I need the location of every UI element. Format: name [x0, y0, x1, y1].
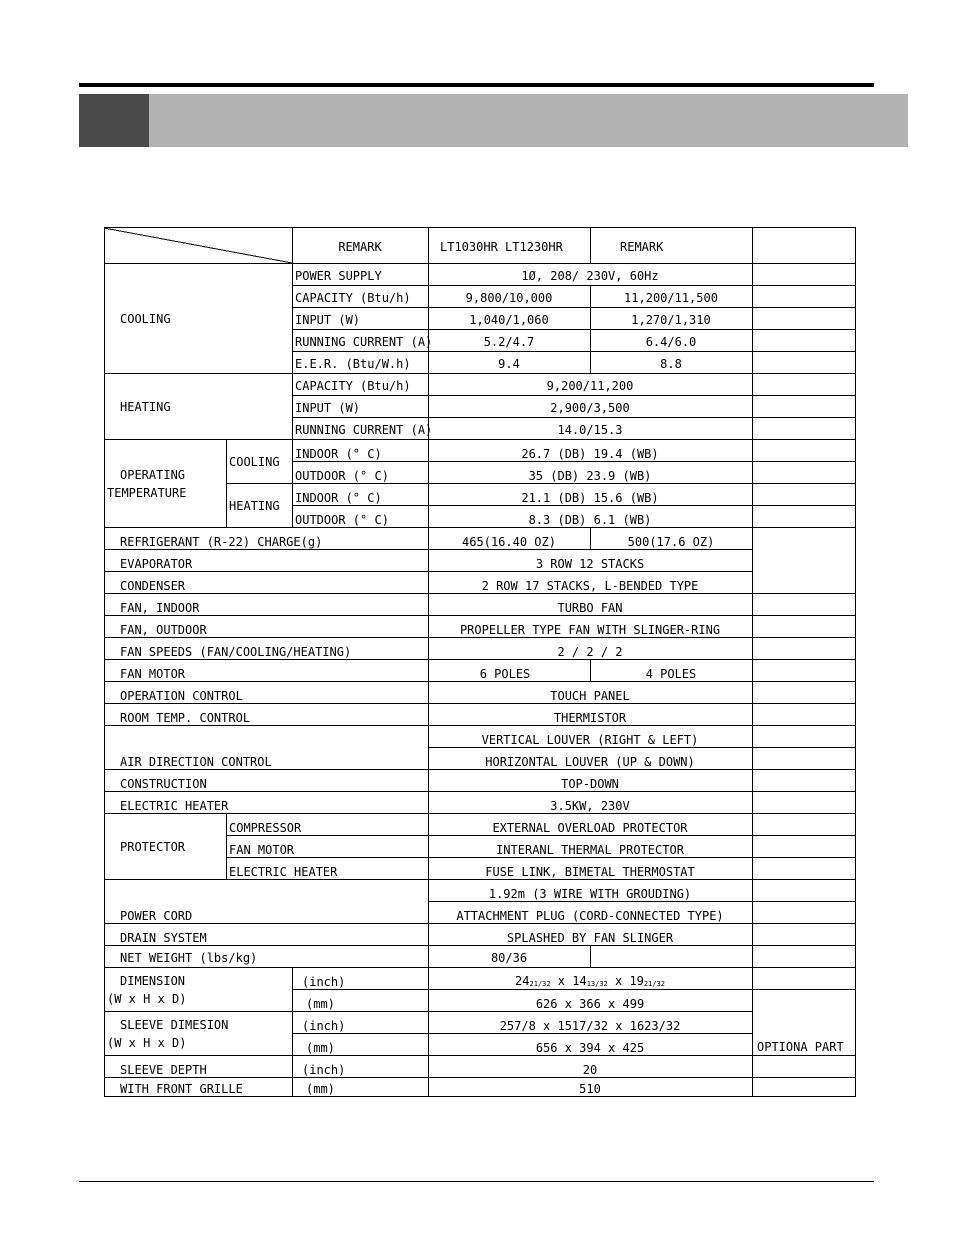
protector-fan-motor-value: INTERANL THERMAL PROTECTOR	[496, 843, 684, 857]
room-temp-value: THERMISTOR	[553, 711, 627, 725]
electric-heater-value: 3.5KW, 230V	[550, 799, 630, 813]
drain-system-value: SPLASHED BY FAN SLINGER	[506, 931, 674, 945]
power-supply-value: 1Ø, 208/ 230V, 60Hz	[521, 269, 659, 283]
condenser-label: CONDENSER	[120, 579, 186, 593]
sleeve-dimension-label-1: SLEEVE DIMESION	[120, 1018, 229, 1032]
refrigerant-lt1230: 500(17.6 OZ)	[627, 535, 715, 549]
dimension-mm-unit: (mm)	[306, 997, 335, 1011]
drain-system-label: DRAIN SYSTEM	[120, 931, 207, 945]
sleeve-depth-inch-unit: (inch)	[302, 1063, 346, 1077]
dimension-label-1: DIMENSION	[120, 974, 186, 988]
protector-heater-label: ELECTRIC HEATER	[229, 865, 338, 879]
heating-capacity-value: 9,200/11,200	[546, 379, 634, 393]
cooling-capacity-lt1030: 9,800/10,000	[465, 291, 553, 305]
cooling-capacity-label: CAPACITY (Btu/h)	[295, 291, 411, 305]
protector-heater-value: FUSE LINK, BIMETAL THERMOSTAT	[485, 865, 695, 879]
heating-capacity-label: CAPACITY (Btu/h)	[295, 379, 411, 393]
heating-current-value: 14.0/15.3	[557, 423, 623, 437]
cooling-capacity-lt1230: 11,200/11,500	[624, 291, 718, 305]
eer-lt1030: 9.4	[498, 357, 520, 371]
cooling-current-label: RUNNING CURRENT (A)	[295, 335, 433, 349]
fan-motor-label: FAN MOTOR	[120, 667, 186, 681]
cool-outdoor-label: OUTDOOR (° C)	[295, 469, 389, 483]
section-banner	[79, 94, 908, 147]
sleeve-remark: OPTIONA PART	[757, 1040, 844, 1054]
cooling-input-lt1230: 1,270/1,310	[631, 313, 711, 327]
op-temp-heating-label: HEATING	[229, 499, 280, 513]
condenser-value: 2 ROW 17 STACKS, L-BENDED TYPE	[481, 579, 699, 593]
header-remark-right: REMARK	[620, 240, 664, 254]
dimension-inch-unit: (inch)	[302, 975, 346, 989]
heat-indoor-label: INDOOR (° C)	[295, 491, 382, 505]
operation-control-label: OPERATION CONTROL	[120, 689, 243, 703]
protector-compressor-label: COMPRESSOR	[229, 821, 302, 835]
heating-input-value: 2,900/3,500	[550, 401, 630, 415]
operating-temperature-label-2: TEMPERATURE	[107, 486, 187, 500]
room-temp-label: ROOM TEMP. CONTROL	[120, 711, 251, 725]
operation-control-value: TOUCH PANEL	[550, 689, 630, 703]
refrigerant-lt1030: 465(16.40 OZ)	[462, 535, 556, 549]
cooling-current-lt1230: 6.4/6.0	[645, 335, 697, 349]
sleeve-inch-unit: (inch)	[302, 1019, 346, 1033]
heating-input-label: INPUT (W)	[295, 401, 361, 415]
top-rule	[79, 83, 874, 87]
power-cord-length: 1.92m (3 WIRE WITH GROUDING)	[488, 887, 692, 901]
dimension-mm-value: 626 x 366 x 499	[535, 997, 645, 1011]
op-temp-cooling-label: COOLING	[229, 455, 280, 469]
net-weight-label: NET WEIGHT (lbs/kg)	[120, 951, 258, 965]
eer-label: E.E.R. (Btu/W.h)	[295, 357, 411, 371]
fan-indoor-label: FAN, INDOOR	[120, 601, 200, 615]
table-grid	[104, 227, 856, 1097]
sleeve-mm-value: 656 x 394 x 425	[535, 1041, 645, 1055]
evaporator-label: EVAPORATOR	[120, 557, 193, 571]
sleeve-dimension-label-2: (W x H x D)	[107, 1036, 187, 1050]
air-direction-label: AIR DIRECTION CONTROL	[120, 755, 272, 769]
heat-outdoor-value: 8.3 (DB) 6.1 (WB)	[528, 513, 652, 527]
fan-outdoor-value: PROPELLER TYPE FAN WITH SLINGER-RING	[459, 623, 721, 637]
heating-section-label: HEATING	[120, 400, 171, 414]
dimension-inch-value: $24_{21/32}$ x $14_{13/32}$ x $19_{21/32}$	[515, 974, 665, 988]
power-cord-plug: ATTACHMENT PLUG (CORD-CONNECTED TYPE)	[456, 909, 724, 923]
protector-compressor-value: EXTERNAL OVERLOAD PROTECTOR	[492, 821, 688, 835]
air-direction-vertical: VERTICAL LOUVER (RIGHT & LEFT)	[481, 733, 699, 747]
cooling-input-label: INPUT (W)	[295, 313, 361, 327]
cool-indoor-label: INDOOR (° C)	[295, 447, 382, 461]
cooling-current-lt1030: 5.2/4.7	[483, 335, 535, 349]
protector-fan-motor-label: FAN MOTOR	[229, 843, 295, 857]
protector-label: PROTECTOR	[120, 840, 186, 854]
electric-heater-label: ELECTRIC HEATER	[120, 799, 229, 813]
cool-outdoor-value: 35 (DB) 23.9 (WB)	[528, 469, 652, 483]
front-grille-label: WITH FRONT GRILLE	[120, 1082, 243, 1096]
heat-outdoor-label: OUTDOOR (° C)	[295, 513, 389, 527]
cooling-input-lt1030: 1,040/1,060	[469, 313, 549, 327]
cooling-section-label: COOLING	[120, 312, 171, 326]
fan-speeds-label: FAN SPEEDS (FAN/COOLING/HEATING)	[120, 645, 352, 659]
sleeve-inch-value: 257/8 x 1517/32 x 1623/32	[499, 1019, 681, 1033]
cool-indoor-value: 26.7 (DB) 19.4 (WB)	[521, 447, 659, 461]
refrigerant-label: REFRIGERANT (R-22) CHARGE(g)	[120, 535, 323, 549]
net-weight-value: 80/36	[490, 951, 528, 965]
fan-motor-lt1030: 6 POLES	[479, 667, 531, 681]
air-direction-horizontal: HORIZONTAL LOUVER (UP & DOWN)	[485, 755, 695, 769]
fan-speeds-value: 2 / 2 / 2	[557, 645, 623, 659]
specification-table	[104, 227, 856, 1097]
power-supply-label: POWER SUPPLY	[295, 269, 382, 283]
operating-temperature-label-1: OPERATING	[120, 468, 186, 482]
eer-lt1230: 8.8	[660, 357, 682, 371]
header-remark-left: REMARK	[338, 240, 382, 254]
evaporator-value: 3 ROW 12 STACKS	[535, 557, 645, 571]
header-model-names: LT1030HR LT1230HR	[440, 240, 563, 254]
section-banner-block	[79, 94, 149, 147]
fan-indoor-value: TURBO FAN	[557, 601, 623, 615]
fan-outdoor-label: FAN, OUTDOOR	[120, 623, 207, 637]
sleeve-depth-inch-value: 20	[582, 1063, 598, 1077]
sleeve-mm-unit: (mm)	[306, 1041, 335, 1055]
fan-motor-lt1230: 4 POLES	[645, 667, 697, 681]
sleeve-depth-mm-value: 510	[579, 1082, 601, 1096]
heating-current-label: RUNNING CURRENT (A)	[295, 423, 433, 437]
construction-label: CONSTRUCTION	[120, 777, 207, 791]
construction-value: TOP-DOWN	[561, 777, 619, 791]
sleeve-depth-label: SLEEVE DEPTH	[120, 1063, 207, 1077]
sleeve-depth-mm-unit: (mm)	[306, 1082, 335, 1096]
bottom-rule	[79, 1181, 874, 1182]
heat-indoor-value: 21.1 (DB) 15.6 (WB)	[521, 491, 659, 505]
dimension-label-2: (W x H x D)	[107, 992, 187, 1006]
power-cord-label: POWER CORD	[120, 909, 193, 923]
